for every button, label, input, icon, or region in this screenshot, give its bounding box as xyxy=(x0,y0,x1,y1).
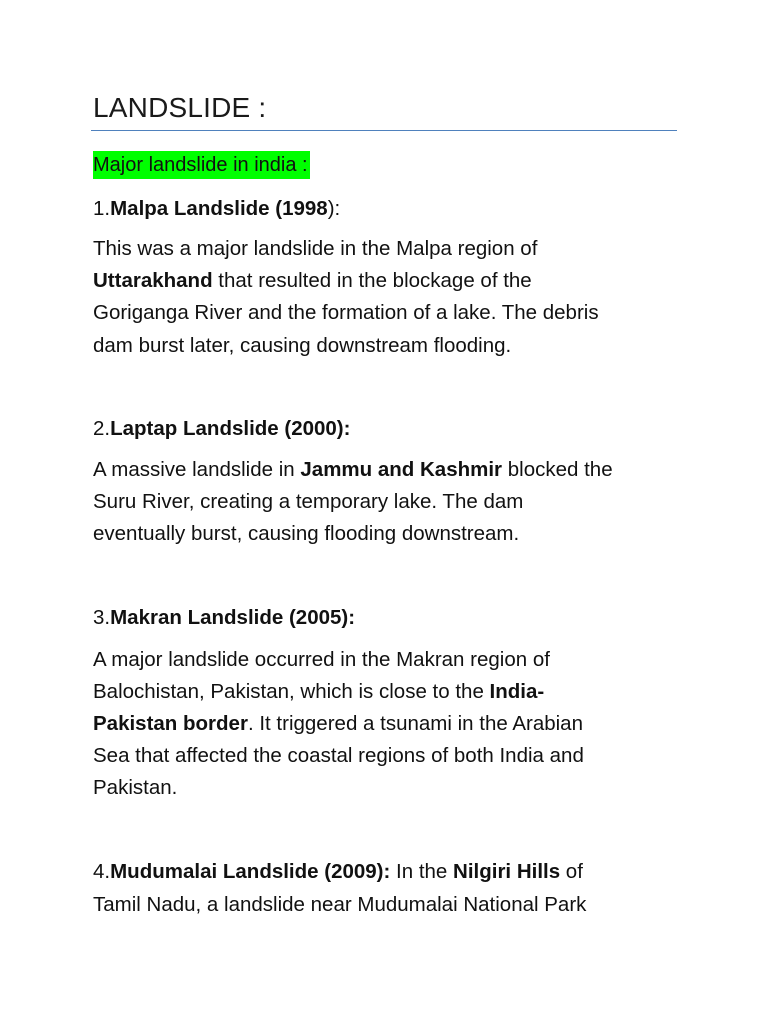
item-1-name: Malpa Landslide (1998 xyxy=(110,197,328,220)
item-1-body-line-2-rest: that resulted in the blockage of the xyxy=(212,269,532,292)
item-3-body-line-2-pre: Balochistan, Pakistan, which is close to the xyxy=(93,680,490,703)
item-3-body-line-1: A major landslide occurred in the Makran region of xyxy=(93,648,550,671)
item-4-line-1-pre: In the xyxy=(390,860,454,883)
item-2-body-line-3: eventually burst, causing flooding downstream. xyxy=(93,522,520,545)
item-2-heading xyxy=(93,415,350,443)
item-3-number: 3. xyxy=(93,606,111,629)
item-3-body-line-3 xyxy=(93,710,583,738)
section-heading-highlighted: Major landslide in india : xyxy=(93,151,310,179)
item-3-heading xyxy=(93,604,355,632)
item-3-body-line-5: Pakistan. xyxy=(93,776,178,799)
item-3-bold-border-end: Pakistan border xyxy=(93,712,248,735)
item-1-bold-place: Uttarakhand xyxy=(93,269,213,292)
item-3-bold-border-start: India- xyxy=(489,680,545,703)
item-2-body-line-1 xyxy=(93,456,613,484)
item-1-name-suffix: ): xyxy=(327,197,341,220)
item-2-bold-place: Jammu and Kashmir xyxy=(300,458,503,481)
title-underline-divider xyxy=(91,130,677,131)
item-4-line-1-post: of xyxy=(560,860,583,883)
item-1-body-line-3: Goriganga River and the formation of a lake. The debris xyxy=(93,301,599,324)
item-1-number: 1. xyxy=(93,197,111,220)
item-2-number: 2. xyxy=(93,417,111,440)
item-1-body-line-2 xyxy=(93,267,532,295)
item-3-name: Makran Landslide (2005): xyxy=(110,606,356,629)
item-2-body-line-2: Suru River, creating a temporary lake. The dam xyxy=(93,490,524,513)
item-1-body-line-4: dam burst later, causing downstream flooding. xyxy=(93,334,512,357)
document-title: LANDSLIDE : xyxy=(93,92,267,123)
item-4-heading xyxy=(93,858,583,886)
item-1-body-line-1: This was a major landslide in the Malpa region of xyxy=(93,237,538,260)
item-2-name: Laptap Landslide (2000): xyxy=(110,417,351,440)
item-2-body-line-1-pre: A massive landslide in xyxy=(93,458,301,481)
item-4-number: 4. xyxy=(93,860,111,883)
item-4-body-line-2: Tamil Nadu, a landslide near Mudumalai National Park xyxy=(93,893,587,916)
item-4-bold-place: Nilgiri Hills xyxy=(453,860,561,883)
item-3-body-line-3-post: . It triggered a tsunami in the Arabian xyxy=(247,712,583,735)
item-2-body-line-1-post: blocked the xyxy=(502,458,613,481)
item-3-body-line-4: Sea that affected the coastal regions of both India and xyxy=(93,744,584,767)
item-4-name: Mudumalai Landslide (2009): xyxy=(110,860,391,883)
item-3-body-line-2 xyxy=(93,678,544,706)
item-1-heading xyxy=(93,195,340,223)
